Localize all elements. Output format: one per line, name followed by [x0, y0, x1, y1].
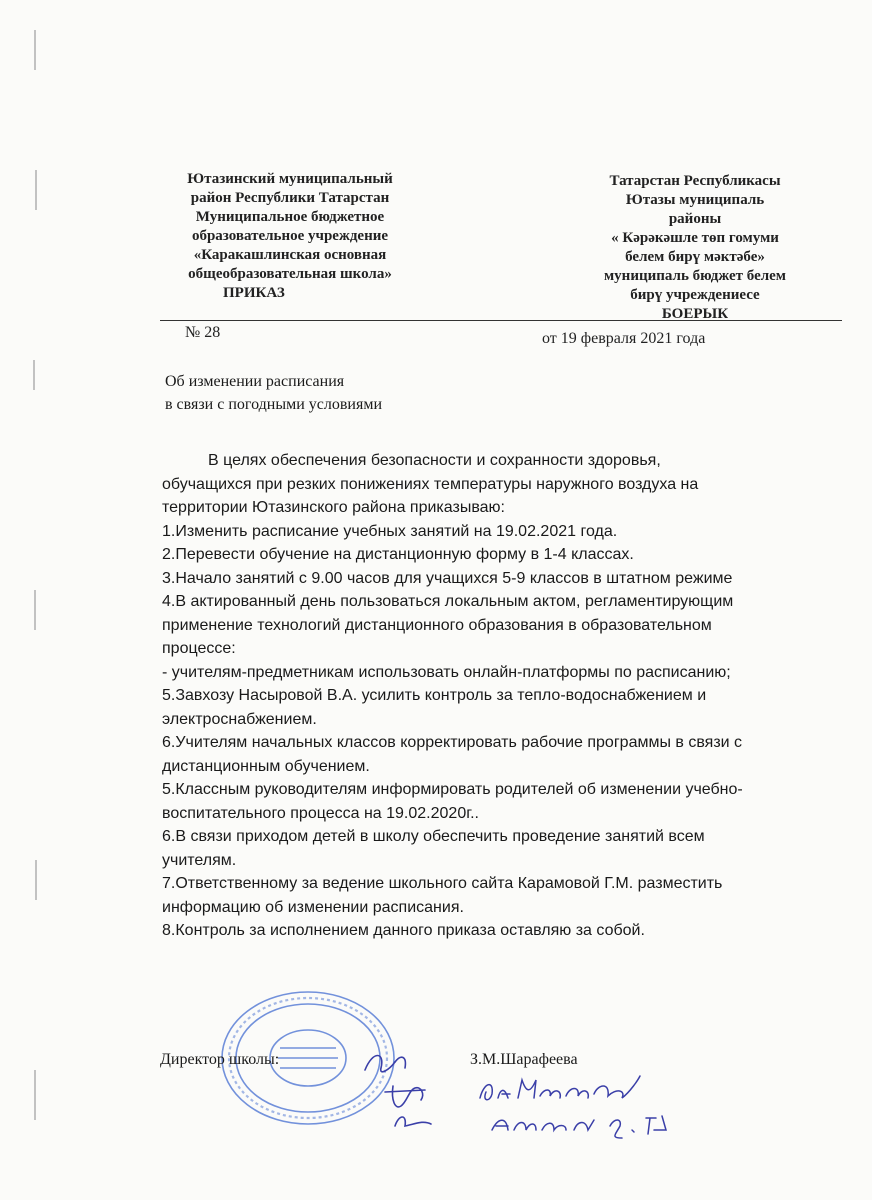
- body-line: 5.Завхозу Насыровой В.А. усилить контроль за тепло-водоснабжением и: [162, 687, 707, 704]
- body-line: 2.Перевести обучение на дистанционную форму в 1-4 классах.: [162, 546, 634, 563]
- body-line: электроснабжением.: [162, 710, 317, 728]
- order-date: от 19 февраля 2021 года: [542, 330, 706, 347]
- acknowledgment-handwriting: [470, 1068, 690, 1150]
- body-line: информацию об изменении расписания.: [162, 898, 464, 916]
- order-body: [162, 449, 842, 943]
- body-line: 7.Ответственному за ведение школьного сайта Карамовой Г.М. разместить: [162, 875, 723, 892]
- header-left-block: [165, 170, 415, 303]
- header-right-line: Ютазы муниципаль: [625, 192, 765, 208]
- order-number: № 28: [185, 324, 221, 341]
- body-line: 1.Изменить расписание учебных занятий на 19.02.2021 года.: [162, 522, 618, 540]
- body-line: учителям.: [162, 851, 237, 869]
- header-left-line: район Республики Татарстан: [190, 190, 390, 206]
- header-right-line: « Кәрәкәшле төп гомуми: [611, 230, 779, 246]
- signature-name: З.М.Шарафеева: [470, 1051, 578, 1068]
- body-line: обучащихся при резких понижениях температуры наружного воздуха на: [162, 475, 699, 493]
- header-left-line: «Каракашлинская основная: [193, 247, 387, 263]
- header-left-line: Муниципальное бюджетное: [195, 209, 385, 225]
- body-line: 5.Классным руководителям информировать родителей об изменении учебно-: [162, 781, 743, 798]
- header-right-block: [575, 172, 815, 324]
- body-line: В целях обеспечения безопасности и сохранности здоровья,: [208, 452, 661, 469]
- body-line: 6.В связи приходом детей в школу обеспечить проведение занятий всем: [162, 828, 705, 845]
- scan-edge-marks: [30, 30, 40, 1150]
- body-line: 3.Начало занятий с 9.00 часов для учащихся 5-9 классов в штатном режиме: [162, 569, 733, 587]
- body-line: 6.Учителям начальных классов корректировать рабочие программы в связи с: [162, 734, 743, 751]
- subject-line-2: в связи с погодными условиями: [165, 396, 382, 413]
- header-divider: [160, 320, 842, 321]
- header-right-line: Татарстан Республикасы: [609, 173, 781, 189]
- order-subject: [165, 370, 382, 416]
- header-right-line: белем бирү мәктәбе»: [625, 249, 765, 265]
- body-line: - учителям-предметникам использовать онлайн-платформы по расписанию;: [162, 663, 731, 681]
- body-line: 4.В актированный день пользоваться локальным актом, регламентирующим: [162, 593, 734, 610]
- header-right-line: районы: [668, 211, 722, 227]
- body-line: территории Ютазинского района приказываю:: [162, 499, 505, 516]
- subject-line-1: Об изменении расписания: [165, 373, 345, 390]
- signature-label: Директор школы:: [160, 1051, 280, 1068]
- body-line: применение технологий дистанционного образования в образовательном: [162, 616, 712, 634]
- header-right-line: БОЕРЫК: [661, 306, 729, 322]
- body-line: процессе:: [162, 640, 236, 657]
- header-left-line: общеобразовательная школа»: [188, 266, 392, 282]
- body-line: воспитательного процесса на 19.02.2020г..: [162, 804, 479, 822]
- header-left-line: образовательное учреждение: [191, 228, 389, 244]
- body-line: дистанционным обучением.: [162, 757, 370, 775]
- body-line: 8.Контроль за исполнением данного приказа оставляю за собой.: [162, 922, 645, 939]
- header-left-line: Ютазинский муниципальный: [187, 171, 393, 187]
- director-signature: [355, 1040, 440, 1140]
- document-type-title: ПРИКАЗ: [223, 285, 285, 301]
- header-right-line: муниципаль бюджет белем: [603, 268, 787, 284]
- header-right-line: бирү учреждениесе: [630, 287, 760, 303]
